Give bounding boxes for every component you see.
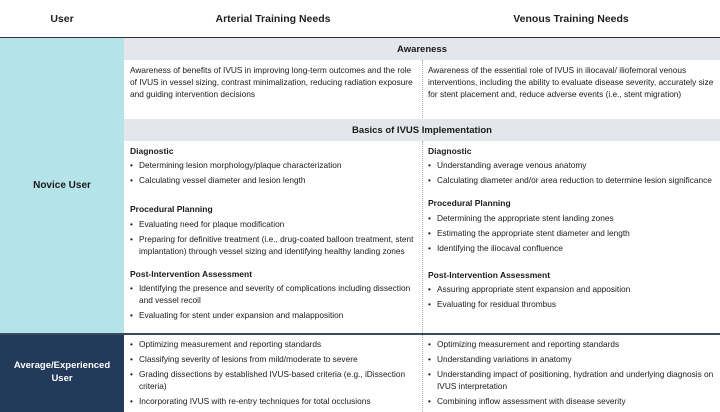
list-item: • Evaluating for residual thrombus <box>428 298 714 310</box>
arterial-post-list <box>130 282 418 321</box>
header-venous: Venous Training Needs <box>422 0 720 37</box>
awareness-venous <box>428 64 714 100</box>
basics-arterial <box>130 145 418 324</box>
arterial-diagnostic-list <box>130 159 418 186</box>
list-item: • Identifying the presence and severity of complications including dissection and vessel recoil <box>130 282 418 306</box>
list-item: • Combining inflow assessment with disease severity <box>428 395 714 407</box>
experienced-arterial-list <box>130 338 418 407</box>
header-arterial: Arterial Training Needs <box>124 0 422 37</box>
list-item: • Assuring appropriate stent expansion and apposition <box>428 283 714 295</box>
list-item: • Determining the appropriate stent landing zones <box>428 212 714 224</box>
list-item: • Identifying the iliocaval confluence <box>428 242 714 254</box>
list-item: • Evaluating for stent under expansion and malapposition <box>130 309 418 321</box>
arterial-post-title: Post-Intervention Assessment <box>130 268 253 279</box>
venous-diagnostic-title: Diagnostic <box>428 146 472 156</box>
experienced-venous <box>428 338 714 410</box>
list-item: • Understanding average venous anatomy <box>428 159 714 171</box>
list-item: • Understanding variations in anatomy <box>428 353 714 365</box>
list-item: • Calculating diameter and/or area reduction to determine lesion significance <box>428 174 714 186</box>
list-item: • Grading dissections by established IVUS-based criteria (e.g., iDissection criteria) <box>130 368 418 392</box>
venous-planning-list <box>428 212 714 254</box>
list-item: • Calculating vessel diameter and lesion length <box>130 174 418 186</box>
awareness-arterial <box>130 64 416 100</box>
awareness-band: Awareness <box>124 38 720 60</box>
arterial-diagnostic-title: Diagnostic <box>130 146 174 156</box>
list-item: • Optimizing measurement and reporting standards <box>130 338 418 350</box>
list-item: • Classifying severity of lesions from mild/moderate to severe <box>130 353 418 365</box>
venous-diagnostic-list <box>428 159 714 186</box>
basics-column-divider <box>422 141 423 333</box>
arterial-planning-list <box>130 218 418 257</box>
list-item: • Estimating the appropriate stent diameter and length <box>428 227 714 239</box>
experienced-column-divider <box>422 335 423 412</box>
experienced-arterial <box>130 338 418 410</box>
awareness-venous-text: Awareness of the essential role of IVUS in iliocaval/ iliofemoral venous interventions, including the ability to evaluate disease severity, accurately size for stent placement and, reduce adverse events (i.e., stent migration) <box>428 65 714 100</box>
awareness-column-divider <box>422 60 423 118</box>
basics-band: Basics of IVUS Implementation <box>124 119 720 141</box>
venous-post-list <box>428 283 714 310</box>
awareness-arterial-text: Awareness of benefits of IVUS in improving long-term outcomes and the role of IVUS in vessel sizing, contrast minimalization, reducing radiation exposure and guiding intervention decisions <box>130 65 413 100</box>
basics-venous <box>428 145 714 313</box>
venous-post-title: Post-Intervention Assessment <box>428 269 551 280</box>
list-item: • Evaluating need for plaque modification <box>130 218 418 230</box>
list-item: • Understanding impact of positioning, hydration and underlying diagnosis on IVUS interpretation <box>428 368 714 392</box>
venous-planning-title: Procedural Planning <box>428 198 511 209</box>
list-item: • Preparing for definitive treatment (i.e., drug-coated balloon treatment, stent implantation) through vessel sizing and identifying healthy landing zones <box>130 233 418 257</box>
list-item: • Incorporating IVUS with re-entry techniques for total occlusions <box>130 395 418 407</box>
experienced-user-cell: Average/Experienced User <box>0 334 124 412</box>
section-divider <box>0 333 720 335</box>
novice-user-cell: Novice User <box>0 38 124 333</box>
header-user: User <box>0 0 124 37</box>
arterial-planning-title: Procedural Planning <box>130 204 213 215</box>
list-item: • Optimizing measurement and reporting standards <box>428 338 714 350</box>
experienced-venous-list <box>428 338 714 407</box>
list-item: • Determining lesion morphology/plaque characterization <box>130 159 418 171</box>
